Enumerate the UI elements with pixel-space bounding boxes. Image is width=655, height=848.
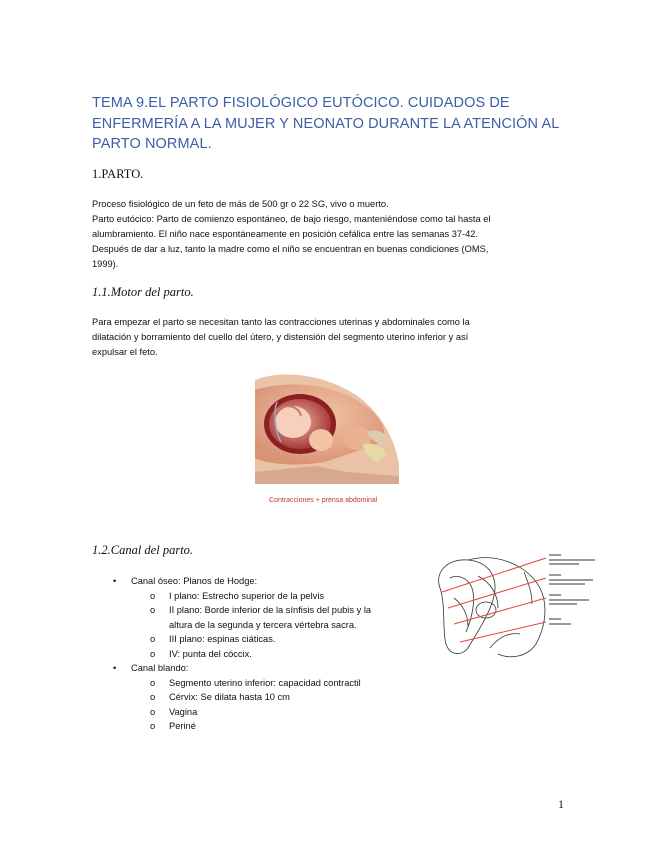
sub-item-text: Cérvix: Se dilata hasta 10 cm xyxy=(169,692,290,702)
sub-bullet-icon: o xyxy=(150,692,156,702)
paragraph-line: Parto eutócico: Parto de comienzo espontáneo, de bajo riesgo, manteniéndose como tal hasta el xyxy=(92,214,491,224)
sub-bullet-icon: o xyxy=(150,605,156,615)
sub-bullet-icon: o xyxy=(150,707,156,717)
figure-caption: Contracciones + prensa abdominal xyxy=(269,497,378,504)
sub-item-text: Periné xyxy=(169,721,196,731)
sub-item-text: I plano: Estrecho superior de la pelvis xyxy=(169,591,325,601)
sub-bullet-icon: o xyxy=(150,649,156,659)
hodge-planes-diagram xyxy=(428,548,606,668)
sub-item-text: III plano: espinas ciáticas. xyxy=(169,634,276,644)
paragraph-line: alumbramiento. El niño nace espontáneamente en posición cefálica entre las semanas 37-42. xyxy=(92,229,479,239)
bullet-icon: • xyxy=(113,663,117,673)
section-motor-paragraph xyxy=(92,315,572,360)
section-heading-motor: 1.1.Motor del parto. xyxy=(92,285,194,299)
canal-oseo-label: Canal óseo: Planos de Hodge: xyxy=(131,576,258,586)
paragraph-line: Proceso fisiológico de un feto de más de 500 gr o 22 SG, vivo o muerto. xyxy=(92,199,389,209)
section-heading-canal: 1.2.Canal del parto. xyxy=(92,543,194,557)
paragraph-line: Después de dar a luz, tanto la madre como el niño se encuentran en buenas condiciones (OMS, xyxy=(92,244,489,254)
page-number: 1 xyxy=(558,797,564,811)
bullet-icon: • xyxy=(113,576,117,586)
paragraph-line: expulsar el feto. xyxy=(92,347,158,357)
section-parto-paragraph xyxy=(92,197,572,272)
paragraph-line: Para empezar el parto se necesitan tanto las contracciones uterinas y abdominales como la xyxy=(92,317,470,327)
sub-item-text: altura de la segunda y tercera vértebra sacra. xyxy=(169,620,357,630)
document-title: TEMA 9.EL PARTO FISIOLÓGICO EUTÓCICO. CUIDADOS DE ENFERMERÍA A LA MUJER Y NEONATO DURANTE LA ATENCIÓN AL PARTO NORMAL. xyxy=(92,95,559,152)
sub-bullet-icon: o xyxy=(150,591,156,601)
sub-item-text: Vagina xyxy=(169,707,198,717)
paragraph-line: 1999). xyxy=(92,259,119,269)
sub-item-text: Segmento uterino inferior: capacidad contractil xyxy=(169,678,361,688)
section-heading-parto: 1.PARTO. xyxy=(92,167,144,181)
sub-bullet-icon: o xyxy=(150,721,156,731)
sub-bullet-icon: o xyxy=(150,678,156,688)
childbirth-illustration xyxy=(255,372,399,484)
sub-item-text: II plano: Borde inferior de la sínfisis del pubis y la xyxy=(169,605,372,615)
sub-bullet-icon: o xyxy=(150,634,156,644)
canal-blando-label: Canal blando: xyxy=(131,663,189,673)
sub-item-text: IV: punta del cóccix. xyxy=(169,649,252,659)
paragraph-line: dilatación y borramiento del cuello del útero, y distensión del segmento uterino inferior y así xyxy=(92,332,469,342)
